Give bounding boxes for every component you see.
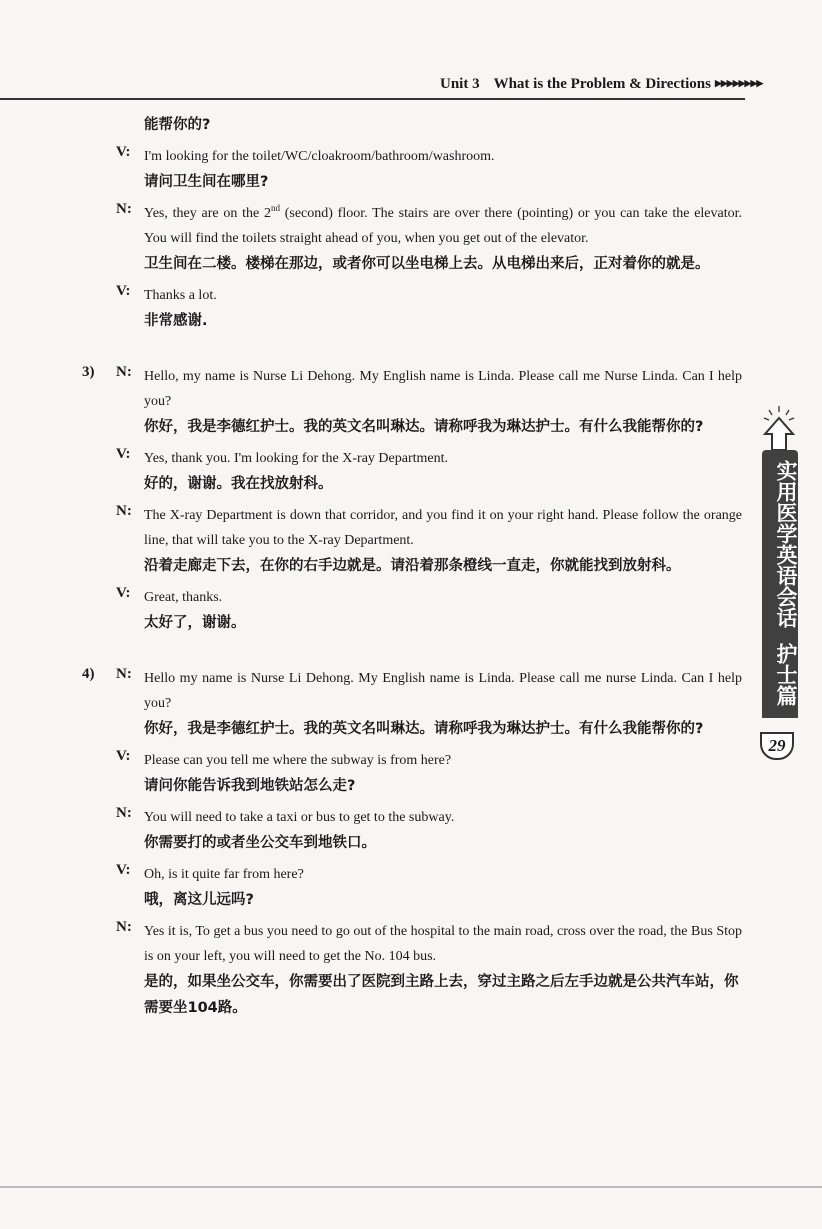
- speaker-label: V:: [116, 585, 131, 601]
- english-line: [144, 201, 742, 251]
- speaker-label: V:: [116, 144, 131, 160]
- english-line: Yes it is, To get a bus you need to go out of the hospital to the main road, cross over the road, the Bus Stop is on your left, you will need to get the No. 104 bus.: [144, 924, 742, 964]
- chinese-line: 沿着走廊走下去，在你的右手边就是。请沿着那条橙线一直走，你就能找到放射科。: [144, 558, 681, 574]
- volume-label: 护士篇: [774, 643, 798, 707]
- chinese-line: 请问卫生间在哪里?: [144, 174, 269, 190]
- dialogue-block: [82, 112, 742, 138]
- chinese-line: 非常感谢.: [144, 313, 208, 329]
- section-number: 3): [82, 364, 95, 380]
- chinese-line: 哦，离这儿远吗?: [144, 892, 254, 908]
- speaker-label: V:: [116, 283, 131, 299]
- speaker-label: N:: [116, 666, 132, 682]
- dialogue-block: [82, 364, 742, 440]
- chinese-line: 是的，如果坐公交车，你需要出了医院到主路上去，穿过主路之后左手边就是公共汽车站，你需要坐104路。: [144, 974, 739, 1016]
- side-tab: [762, 450, 798, 718]
- footer-rule: [0, 1186, 822, 1188]
- dialogue-block: [82, 201, 742, 277]
- english-line: Yes, thank you. I'm looking for the X-ray Department.: [144, 451, 448, 466]
- dialogue-block: [82, 919, 742, 1021]
- english-line: Thanks a lot.: [144, 288, 217, 303]
- page-number: 29: [760, 732, 794, 760]
- chinese-line: 好的，谢谢。我在找放射科。: [144, 476, 333, 492]
- header-rule: [0, 98, 745, 100]
- side-tab-text: [762, 460, 798, 706]
- speaker-label: N:: [116, 919, 132, 935]
- ordinal-suffix: nd: [270, 203, 280, 213]
- english-line: Please can you tell me where the subway is from here?: [144, 753, 452, 768]
- section-number: 4): [82, 666, 95, 682]
- english-line: Hello, my name is Nurse Li Dehong. My English name is Linda. Please call me Nurse Linda. Can I help you?: [144, 369, 742, 409]
- book-title: 实用医学英语会话: [774, 460, 798, 628]
- speaker-label: V:: [116, 748, 131, 764]
- arrow-rays-icon: [760, 404, 800, 452]
- dialogue-block: [82, 283, 742, 334]
- chinese-line: 卫生间在二楼。楼梯在那边，或者你可以坐电梯上去。从电梯出来后，正对着你的就是。: [144, 256, 710, 272]
- chapter-title: What is the Problem & Directions: [493, 76, 711, 92]
- chinese-line: 你好，我是李德红护士。我的英文名叫琳达。请称呼我为琳达护士。有什么我能帮你的?: [144, 419, 704, 435]
- unit-label: Unit 3: [440, 76, 480, 92]
- speaker-label: N:: [116, 503, 132, 519]
- dialogue-block: [82, 862, 742, 913]
- chinese-line: 你需要打的或者坐公交车到地铁口。: [144, 835, 376, 851]
- chinese-line: 你好，我是李德红护士。我的英文名叫琳达。请称呼我为琳达护士。有什么我能帮你的?: [144, 721, 704, 737]
- dialogue-block: [82, 446, 742, 497]
- english-line: I'm looking for the toilet/WC/cloakroom/bathroom/washroom.: [144, 149, 495, 164]
- speaker-label: V:: [116, 862, 131, 878]
- speaker-label: N:: [116, 201, 132, 217]
- dialogue-block: [82, 585, 742, 636]
- dialogue-block: [82, 748, 742, 799]
- chinese-line: 请问你能告诉我到地铁站怎么走?: [144, 778, 356, 794]
- english-line: You will need to take a taxi or bus to get to the subway.: [144, 810, 455, 825]
- speaker-label: V:: [116, 446, 131, 462]
- dialogue-block: [82, 144, 742, 195]
- dialogue-block: [82, 666, 742, 742]
- chinese-line: 能帮你的?: [144, 117, 211, 133]
- english-line: Hello my name is Nurse Li Dehong. My English name is Linda. Please call me nurse Linda. Can I help you?: [144, 671, 742, 711]
- speaker-label: N:: [116, 364, 132, 380]
- english-line: Great, thanks.: [144, 590, 223, 605]
- english-text: Yes, they are on the 2: [144, 206, 271, 221]
- english-text: (second) floor. The stairs are over there (pointing) or you can take the elevator. You will find the toilets straight ahead of you, when you get out of the elevator.: [144, 206, 742, 246]
- running-header: [440, 76, 762, 93]
- dialogue-content: [82, 112, 742, 1027]
- english-line: Oh, is it quite far from here?: [144, 867, 304, 882]
- dialogue-block: [82, 503, 742, 579]
- speaker-label: N:: [116, 805, 132, 821]
- header-arrows: ▶▶▶▶▶▶▶▶: [714, 78, 763, 88]
- dialogue-block: [82, 805, 742, 856]
- english-line: The X-ray Department is down that corridor, and you find it on your right hand. Please follow the orange line, that will take you to the X-ray Department.: [144, 508, 742, 548]
- chinese-line: 太好了，谢谢。: [144, 615, 246, 631]
